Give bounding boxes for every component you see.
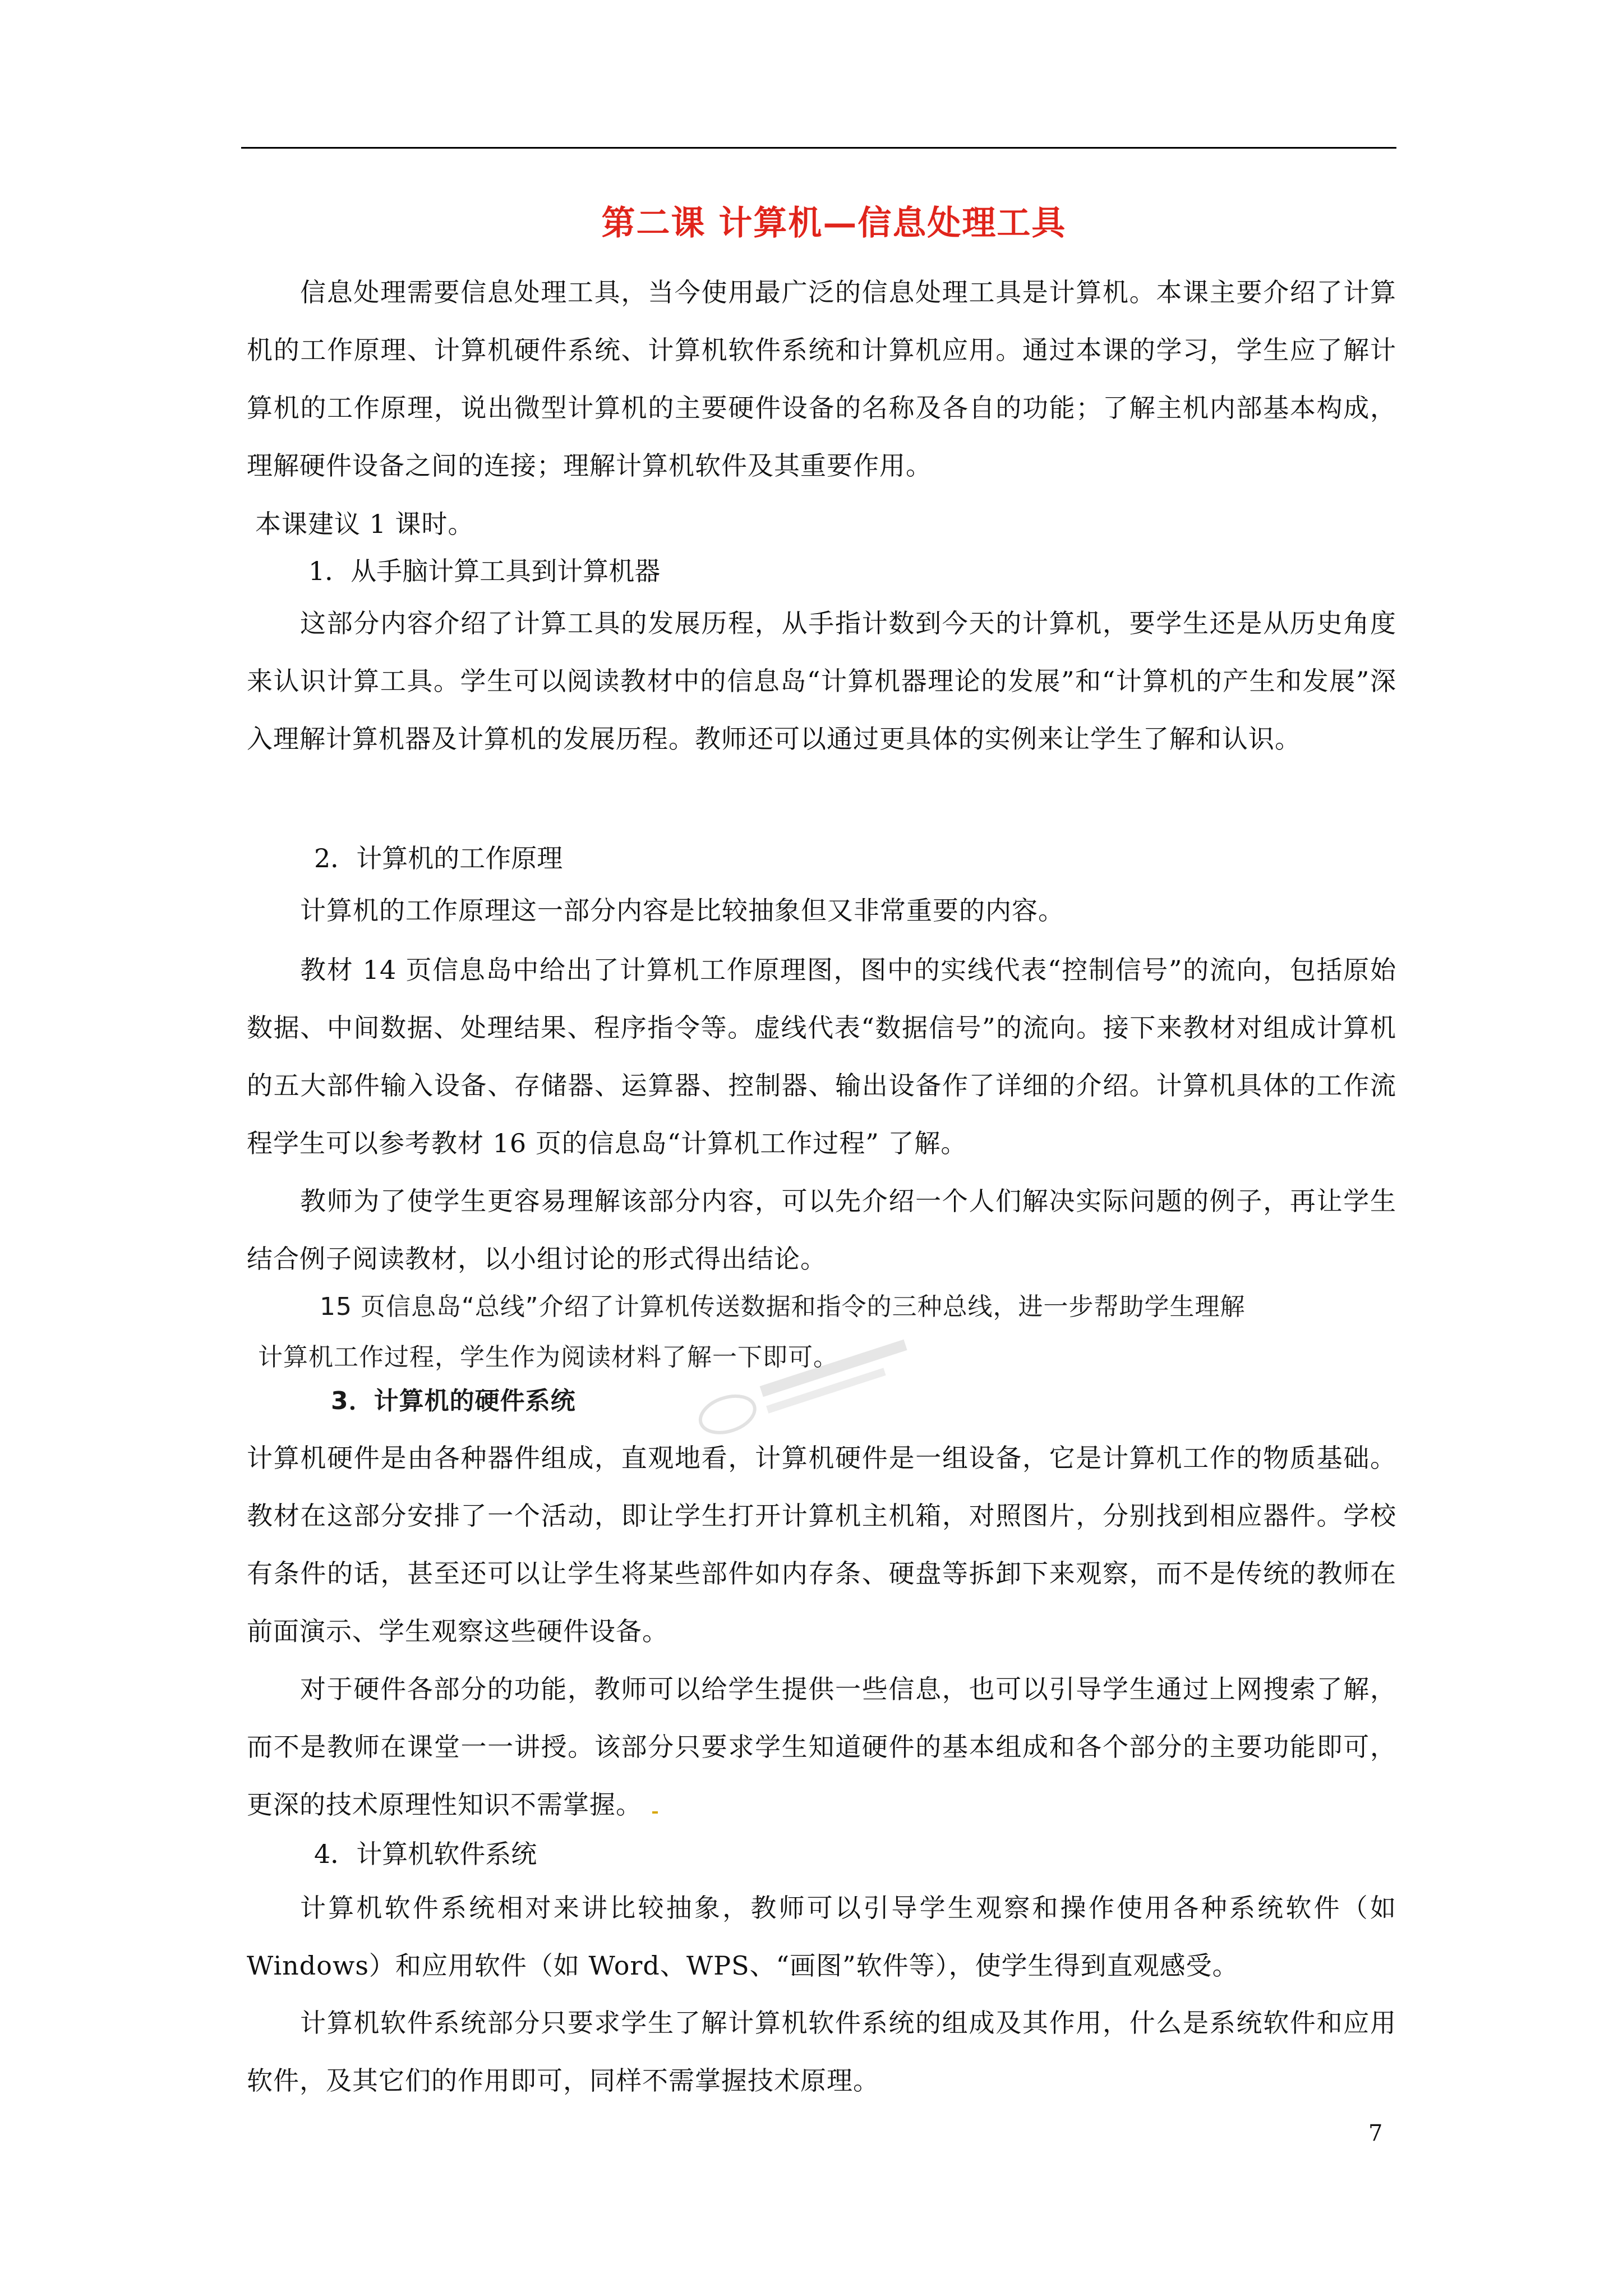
header-rule — [241, 147, 1396, 149]
section-3-paragraph-2 — [247, 1660, 1396, 1834]
section-2-paragraph-2: 教材 14 页信息岛中给出了计算机工作原理图，图中的实线代表“控制信号”的流向，包括原始数据、中间数据、处理结果、程序指令等。虚线代表“数据信号”的流向。接下来教材对组成计算机的五大部件输入设备、存储器、运算器、控制器、输出设备作了详细的介绍。计算机具体的工作流程学生可以参考教材 16 页的信息岛“计算机工作过程” 了解。 — [247, 955, 1396, 1158]
section-2-heading: 2．计算机的工作原理 — [314, 843, 563, 873]
bus-note-line-2: 计算机工作过程，学生作为阅读材料了解一下即可。 — [258, 1343, 838, 1372]
section-1-heading: 1．从手脑计算工具到计算机器 — [308, 556, 661, 586]
section-1-paragraph: 这部分内容介绍了计算工具的发展历程，从手指计数到今天的计算机，要学生还是从历史角度来认识计算工具。学生可以阅读教材中的信息岛“计算机器理论的发展”和“计算机的产生和发展”深入理解计算机器及计算机的发展历程。教师还可以通过更具体的实例来让学生了解和认识。 — [247, 608, 1396, 754]
page-number: 7 — [1368, 2120, 1383, 2146]
section-4-paragraph-2: 计算机软件系统部分只要求学生了解计算机软件系统的组成及其作用，什么是系统软件和应用软件，及其它们的作用即可，同样不需掌握技术原理。 — [247, 2008, 1396, 2096]
section-2-paragraph-1: 计算机的工作原理这一部分内容是比较抽象但又非常重要的内容。 — [300, 895, 1064, 926]
section-3-paragraph-1: 计算机硬件是由各种器件组成，直观地看，计算机硬件是一组设备，它是计算机工作的物质基础。教材在这部分安排了一个活动，即让学生打开计算机主机箱，对照图片，分别找到相应器件。学校有条件的话，甚至还可以让学生将某些部件如内存条、硬盘等拆卸下来观察，而不是传统的教师在前面演示、学生观察这些硬件设备。 — [247, 1443, 1396, 1646]
bus-note-line-1: 15 页信息岛“总线”介绍了计算机传送数据和指令的三种总线，进一步帮助学生理解 — [320, 1292, 1246, 1321]
section-4-paragraph-1: 计算机软件系统相对来讲比较抽象，教师可以引导学生观察和操作使用各种系统软件（如 Windows）和应用软件（如 Word、WPS、“画图”软件等），使学生得到直观感受。 — [247, 1893, 1396, 1981]
intro-paragraph: 信息处理需要信息处理工具，当今使用最广泛的信息处理工具是计算机。本课主要介绍了计算机的工作原理、计算机硬件系统、计算机软件系统和计算机应用。通过本课的学习，学生应了解计算机的工作原理，说出微型计算机的主要硬件设备的名称及各自的功能；了解主机内部基本构成，理解硬件设备之间的连接；理解计算机软件及其重要作用。 — [247, 277, 1396, 481]
section-2-paragraph-3: 教师为了使学生更容易理解该部分内容，可以先介绍一个人们解决实际问题的例子，再让学生结合例子阅读教材，以小组讨论的形式得出结论。 — [247, 1186, 1396, 1274]
section-4-heading: 4．计算机软件系统 — [314, 1839, 537, 1869]
stray-mark — [652, 1811, 658, 1814]
section-3-heading: 3．计算机的硬件系统 — [331, 1387, 576, 1415]
lesson-title: 第二课 计算机—信息处理工具 — [601, 204, 1067, 243]
section-3-paragraph-2-text: 对于硬件各部分的功能，教师可以给学生提供一些信息，也可以引导学生通过上网搜索了解，而不是教师在课堂一一讲授。该部分只要求学生知道硬件的基本组成和各个部分的主要功能即可，更深的技术原理性知识不需掌握。 — [247, 1674, 1396, 1820]
lesson-hours: 本课建议 1 课时。 — [255, 509, 474, 539]
